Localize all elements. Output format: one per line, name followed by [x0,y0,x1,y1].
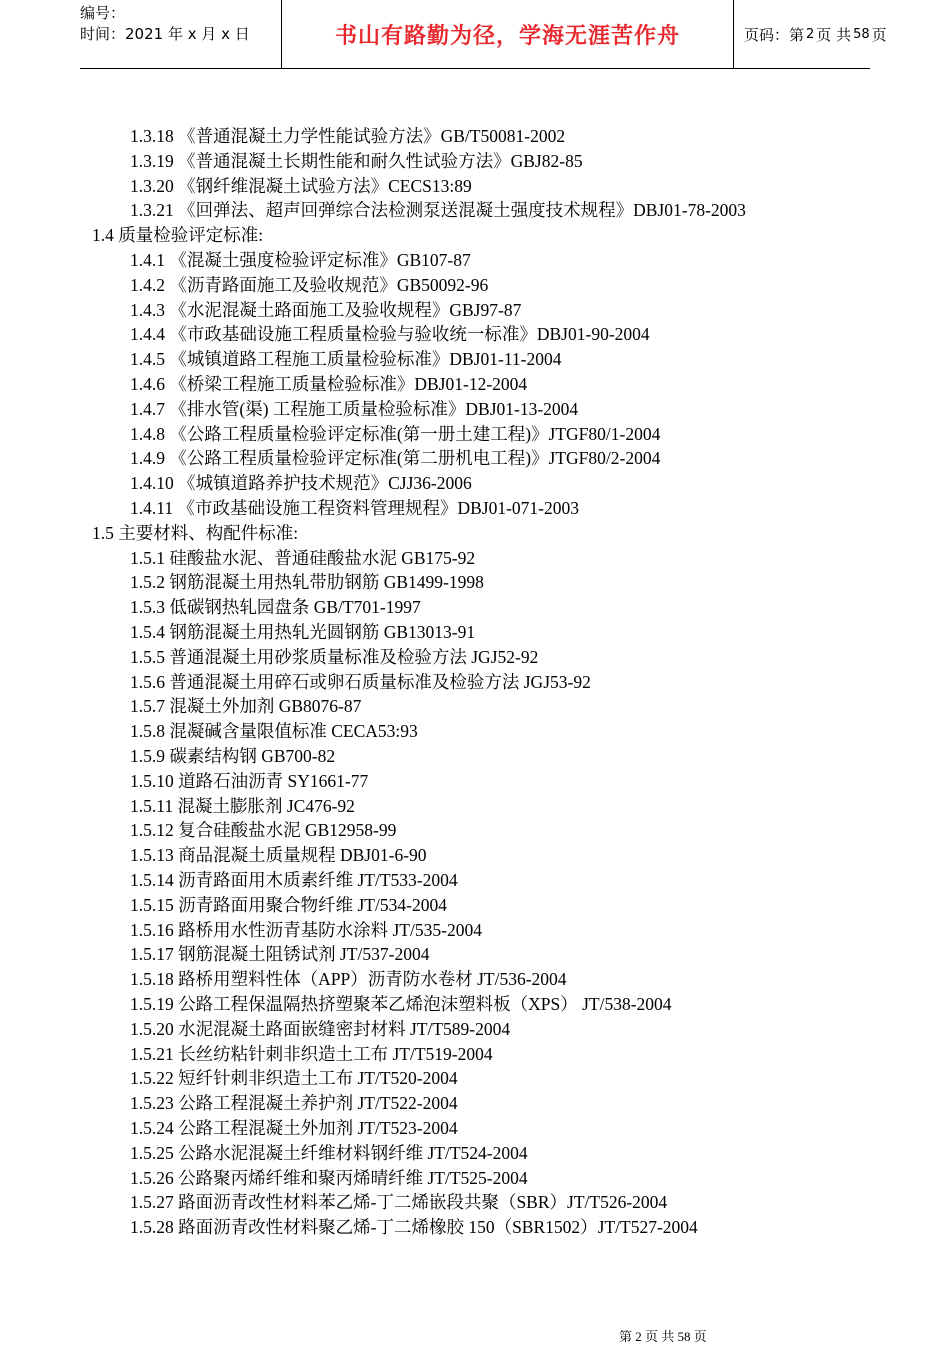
standard-item: 1.5.8 混凝碱含量限值标准 CECA53:93 [130,721,418,742]
standard-item: 1.5.5 普通混凝土用砂浆质量标准及检验方法 JGJ52-92 [130,646,539,667]
standard-item: 1.5.25 公路水泥混凝土纤维材料钢纤维 JT/T524-2004 [130,1142,528,1163]
standard-item: 1.4.4 《市政基础设施工程质量检验与验收统一标准》DBJ01-90-2004 [130,324,650,345]
standard-item: 1.5.27 路面沥青改性材料苯乙烯-丁二烯嵌段共聚（SBR）JT/T526-2004 [130,1192,668,1213]
standard-item: 1.4.3 《水泥混凝土路面施工及验收规程》GBJ97-87 [130,299,522,320]
page-footer: 第 2 页 共 58 页 [619,1329,707,1344]
standard-item: 1.4.9 《公路工程质量检验评定标准(第二册机电工程)》JTGF80/2-2004 [130,448,661,469]
standard-item: 1.3.18 《普通混凝土力学性能试验方法》GB/T50081-2002 [130,126,566,146]
standard-item: 1.5.23 公路工程混凝土养护剂 JT/T522-2004 [130,1093,458,1114]
section-heading: 1.5 主要材料、构配件标准: [92,522,299,543]
standard-item: 1.5.11 混凝土膨胀剂 JC476-92 [130,795,355,816]
standard-item: 1.5.10 道路石油沥青 SY1661-77 [130,770,369,791]
standard-item: 1.5.24 公路工程混凝土外加剂 JT/T523-2004 [130,1118,458,1138]
standard-item: 1.3.21 《回弹法、超声回弹综合法检测泵送混凝土强度技术规程》DBJ01-78-2003 [130,200,746,221]
standard-item: 1.3.20 《钢纤维混凝土试验方法》CECS13:89 [130,175,472,196]
section-heading: 1.4 质量检验评定标准: [92,225,264,246]
header-page-number [734,0,887,68]
standard-item: 1.5.14 沥青路面用木质素纤维 JT/T533-2004 [130,870,458,890]
page-middle: 页 共 [816,25,852,44]
standard-item: 1.4.7 《排水管(渠) 工程施工质量检验标准》DBJ01-13-2004 [130,398,579,419]
page-header [80,0,887,69]
standard-item: 1.5.13 商品混凝土质量规程 DBJ01-6-90 [130,845,427,866]
header-meta [80,0,282,68]
standard-item: 1.5.7 混凝土外加剂 GB8076-87 [130,696,362,717]
standard-item: 1.5.19 公路工程保温隔热挤塑聚苯乙烯泡沫塑料板（XPS） JT/538-2004 [130,994,672,1014]
standard-item: 1.4.5 《城镇道路工程施工质量检验标准》DBJ01-11-2004 [130,349,562,370]
standard-item: 1.5.9 碳素结构钢 GB700-82 [130,746,336,766]
standard-item: 1.5.17 钢筋混凝土阻锈试剂 JT/537-2004 [130,944,430,965]
document-date: 时间：2021 年 x 月 x 日 [80,25,250,43]
page-current: 2 [806,26,815,42]
standard-item: 1.4.2 《沥青路面施工及验收规范》GB50092-96 [130,274,489,295]
standard-item: 1.5.22 短纤针刺非织造土工布 JT/T520-2004 [130,1068,458,1089]
standard-item: 1.5.3 低碳钢热轧园盘条 GB/T701-1997 [130,597,421,618]
standard-item: 1.5.18 路桥用塑料性体（APP）沥青防水卷材 JT/536-2004 [130,969,567,990]
header-motto-cell [282,0,734,68]
standard-item: 1.5.20 水泥混凝土路面嵌缝密封材料 JT/T589-2004 [130,1018,511,1039]
standard-item: 1.5.28 路面沥青改性材料聚乙烯-丁二烯橡胶 150（SBR1502）JT/T527-2004 [130,1217,698,1238]
standard-item: 1.5.12 复合硅酸盐水泥 GB12958-99 [130,820,397,841]
page-prefix: 页码：第 [744,25,805,44]
standard-item: 1.5.4 钢筋混凝土用热轧光圆钢筋 GB13013-91 [130,622,476,642]
standard-item: 1.4.1 《混凝土强度检验评定标准》GB107-87 [130,250,471,270]
standard-item: 1.5.26 公路聚丙烯纤维和聚丙烯晴纤维 JT/T525-2004 [130,1167,528,1188]
document-number-label: 编号： [80,4,126,22]
header-motto: 书山有路勤为径，学海无涯苦作舟 [334,23,680,49]
page-suffix: 页 [871,25,887,44]
standard-item: 1.5.15 沥青路面用聚合物纤维 JT/534-2004 [130,894,447,915]
standard-item: 1.5.16 路桥用水性沥青基防水涂料 JT/535-2004 [130,919,482,940]
standard-item: 1.3.19 《普通混凝土长期性能和耐久性试验方法》GBJ82-85 [130,150,583,171]
standard-item: 1.5.1 硅酸盐水泥、普通硅酸盐水泥 GB175-92 [130,547,476,568]
standard-item: 1.4.8 《公路工程质量检验评定标准(第一册土建工程)》JTGF80/1-2004 [130,423,661,444]
standard-item: 1.5.6 普通混凝土用碎石或卵石质量标准及检验方法 JGJ53-92 [130,671,591,692]
standard-item: 1.5.21 长丝纺粘针刺非织造土工布 JT/T519-2004 [130,1043,493,1064]
page-total: 58 [853,26,870,42]
standard-item: 1.5.2 钢筋混凝土用热轧带肋钢筋 GB1499-1998 [130,572,484,593]
standard-item: 1.4.10 《城镇道路养护技术规范》CJJ36-2006 [130,473,472,494]
standard-item: 1.4.11 《市政基础设施工程资料管理规程》DBJ01-071-2003 [130,498,580,518]
standard-item: 1.4.6 《桥梁工程施工质量检验标准》DBJ01-12-2004 [130,374,528,394]
